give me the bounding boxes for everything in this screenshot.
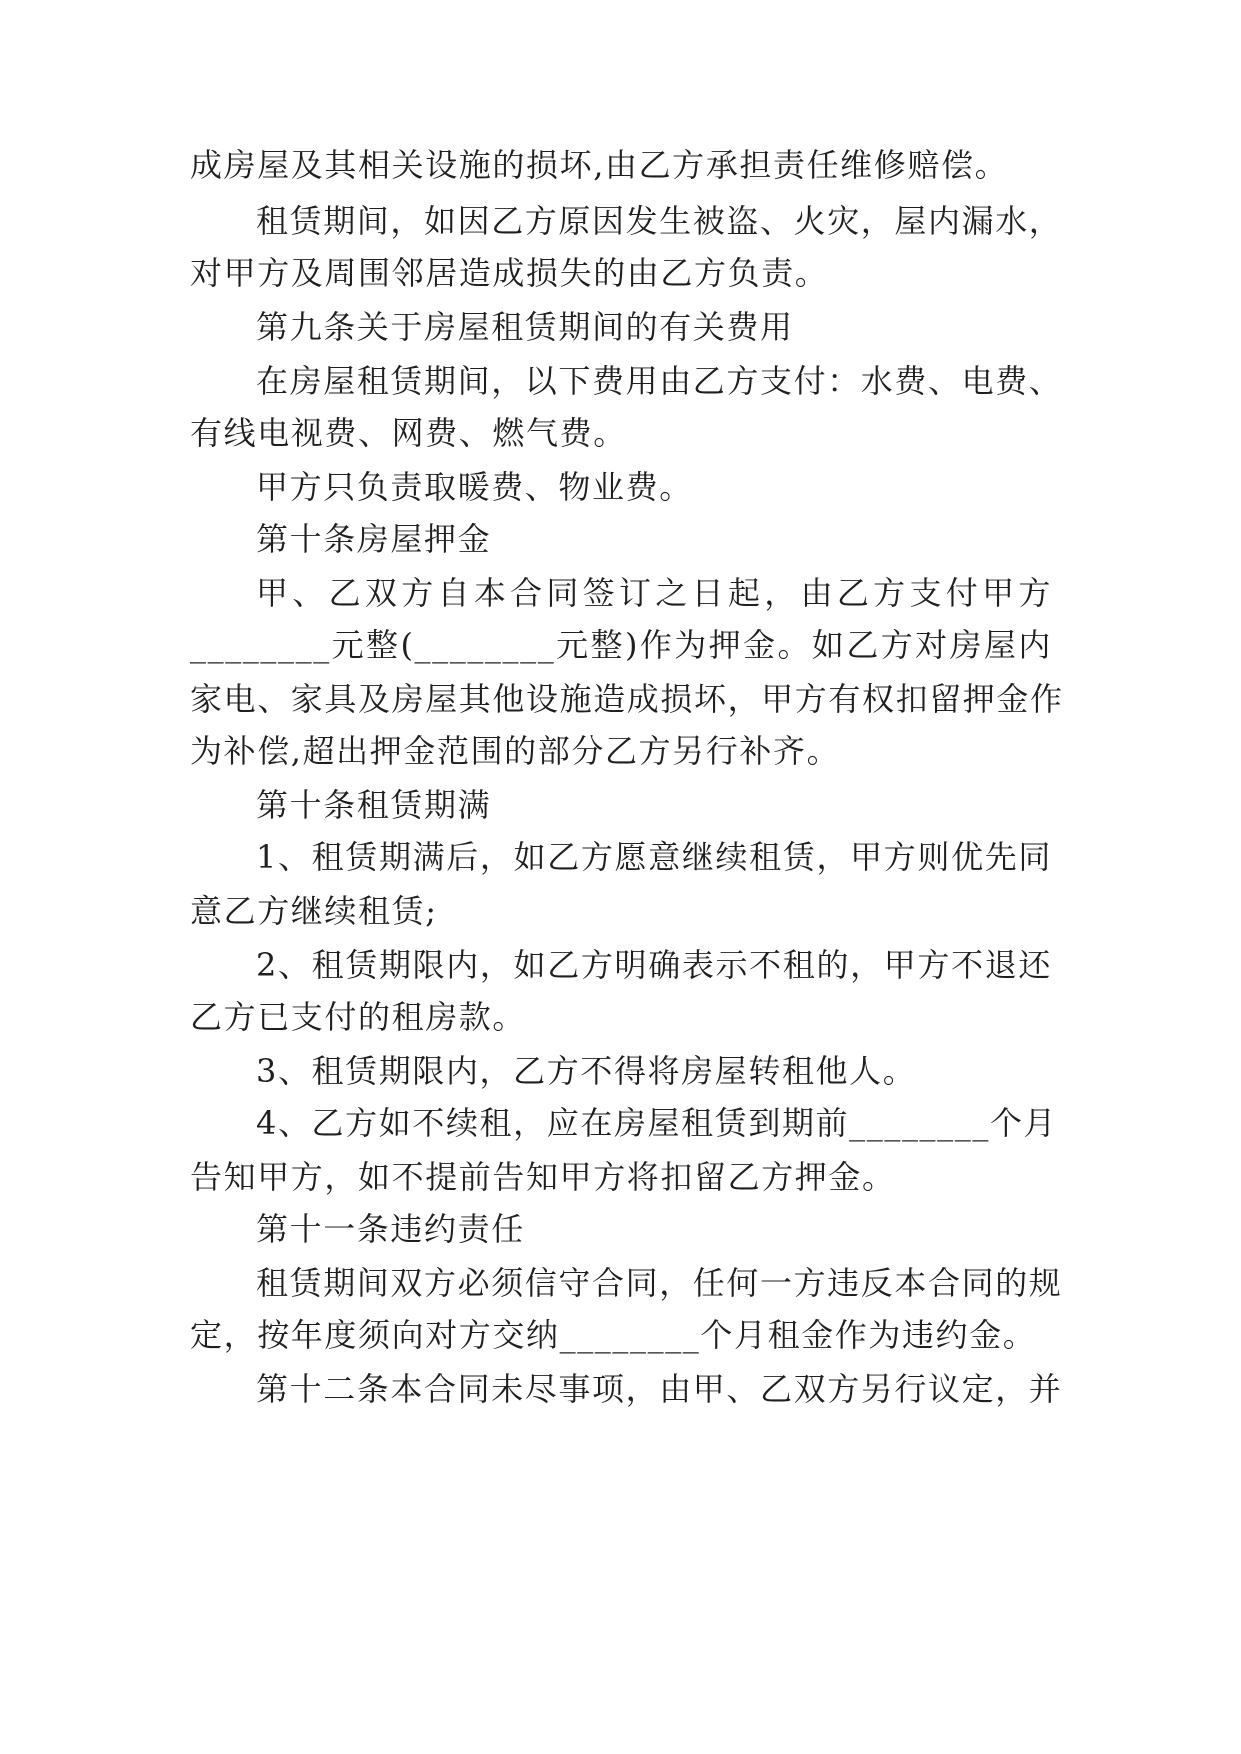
text-line: 甲方只负责取暖费、物业费。 <box>256 468 693 506</box>
list-item: 1、租赁期满后，如乙方愿意继续租赁，甲方则优先同 <box>256 838 1052 876</box>
text-line: 对甲方及周围邻居造成损失的由乙方负责。 <box>190 254 829 292</box>
text-line: 租赁期间双方必须信守合同，任何一方违反本合同的规 <box>256 1264 1063 1302</box>
text-line: 乙方已支付的租房款。 <box>190 998 527 1036</box>
section-heading: 第十条房屋押金 <box>256 520 492 558</box>
text-line: 有线电视费、网费、燃气费。 <box>190 414 627 452</box>
text-line: 成房屋及其相关设施的损坏,由乙方承担责任维修赔偿。 <box>190 146 1009 184</box>
text-line: 家电、家具及房屋其他设施造成损坏，甲方有权扣留押金作 <box>190 680 1064 718</box>
text-line: 为补偿,超出押金范围的部分乙方另行补齐。 <box>190 732 841 770</box>
text-line: 意乙方继续租赁; <box>190 892 438 930</box>
section-heading: 第十一条违约责任 <box>256 1210 525 1248</box>
list-item: 4、乙方如不续租，应在房屋租赁到期前________个月 <box>256 1104 1058 1142</box>
text-line: 租赁期间，如因乙方原因发生被盗、火灾，屋内漏水， <box>256 202 1063 240</box>
section-heading: 第十条租赁期满 <box>256 786 492 824</box>
text-line: 第十二条本合同未尽事项，由甲、乙双方另行议定，并 <box>256 1370 1063 1408</box>
list-item: 2、租赁期限内，如乙方明确表示不租的，甲方不退还 <box>256 946 1052 984</box>
text-line: 告知甲方，如不提前告知甲方将扣留乙方押金。 <box>190 1158 896 1196</box>
text-line: 在房屋租赁期间，以下费用由乙方支付：水费、电费、 <box>256 362 1063 400</box>
text-line: 甲、乙双方自本合同签订之日起，由乙方支付甲方 <box>256 574 1052 612</box>
list-item: 3、租赁期限内，乙方不得将房屋转租他人。 <box>256 1052 917 1090</box>
text-line: 定，按年度须向对方交纳________个月租金作为违约金。 <box>190 1316 1037 1354</box>
text-line: ________元整(________元整)作为押金。如乙方对房屋内 <box>190 626 1052 664</box>
section-heading: 第九条关于房屋租赁期间的有关费用 <box>256 308 794 346</box>
